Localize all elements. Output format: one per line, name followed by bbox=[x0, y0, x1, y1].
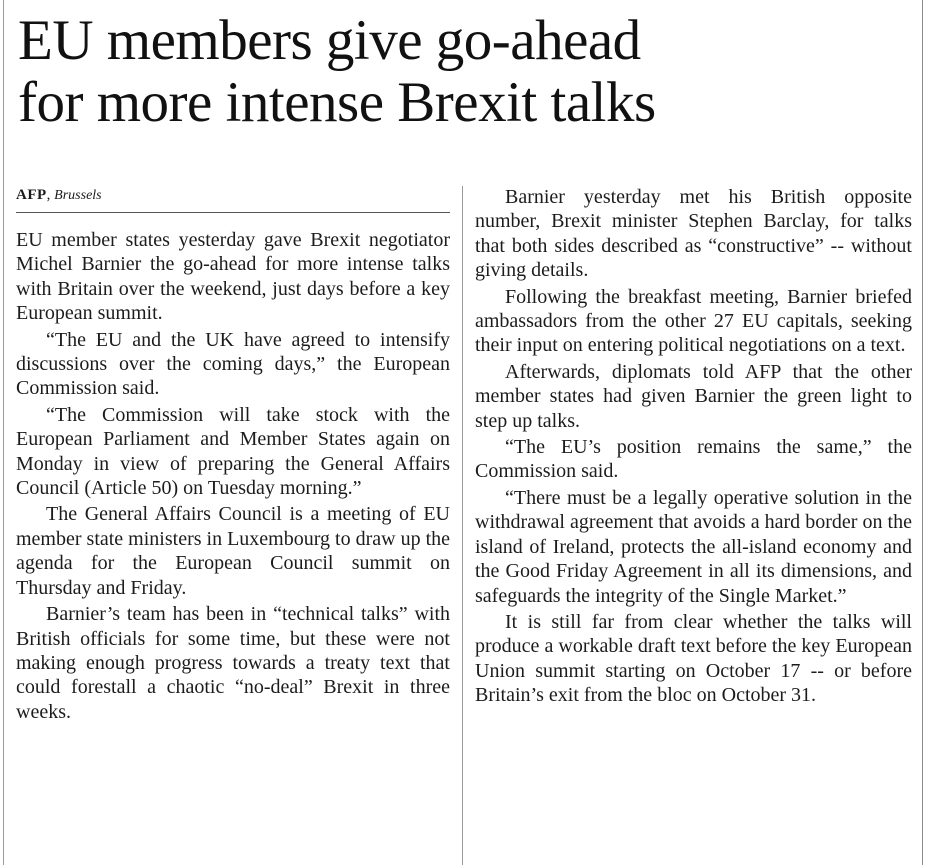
paragraph: The General Affairs Council is a meeting of EU member state ministers in Luxembourg to draw up the agenda for the European Council summit on Thursday and Friday. bbox=[16, 503, 450, 599]
byline bbox=[16, 186, 102, 205]
headline-line-1: EU members give go-ahead bbox=[18, 9, 641, 72]
byline-divider bbox=[16, 212, 450, 213]
byline-separator: , bbox=[46, 187, 51, 203]
paragraph: Barnier yesterday met his British opposite number, Brexit minister Stephen Barclay, for talks that both sides described as “constructive” -- without giving details. bbox=[475, 186, 912, 282]
paragraph: It is still far from clear whether the talks will produce a workable draft text before the key European Union summit starting on October 17 -- or before Britain’s exit from the bloc on October 31. bbox=[475, 610, 912, 707]
paragraph: “The EU’s position remains the same,” the Commission said. bbox=[475, 436, 912, 483]
paragraph: “There must be a legally operative solution in the withdrawal agreement that avoids a hard border on the island of Ireland, protects the all-island economy and the Good Friday Agreement in all its dimensions, and safeguards the integrity of the Single Market.” bbox=[475, 486, 912, 607]
paragraph: Following the breakfast meeting, Barnier briefed ambassadors from the other 27 EU capitals, seeking their input on entering political negotiations on a text. bbox=[475, 285, 912, 357]
paragraph: “The EU and the UK have agreed to intensify discussions over the coming days,” the European Commission said. bbox=[16, 328, 450, 400]
right-edge-rule bbox=[922, 0, 923, 865]
left-edge-rule bbox=[3, 0, 4, 865]
byline-place: Brussels bbox=[54, 188, 102, 203]
article-column-left bbox=[16, 228, 450, 726]
headline bbox=[18, 10, 918, 134]
column-divider bbox=[462, 186, 463, 865]
paragraph: “The Commission will take stock with the European Parliament and Member States again on Monday in view of preparing the General Affairs Council (Article 50) on Tuesday morning.” bbox=[16, 403, 450, 500]
byline-agency: AFP bbox=[16, 187, 47, 203]
headline-line-2: for more intense Brexit talks bbox=[18, 71, 656, 134]
paragraph: EU member states yesterday gave Brexit negotiator Michel Barnier the go-ahead for more intense talks with Britain over the weekend, just days before a key European summit. bbox=[16, 229, 450, 325]
paragraph: Afterwards, diplomats told AFP that the other member states had given Barnier the green light to step up talks. bbox=[475, 360, 912, 432]
article-column-right bbox=[475, 185, 912, 710]
paragraph: Barnier’s team has been in “technical talks” with British officials for some time, but these were not making enough progress towards a treaty text that could forestall a chaotic “no-deal” Brexit in three weeks. bbox=[16, 603, 450, 723]
